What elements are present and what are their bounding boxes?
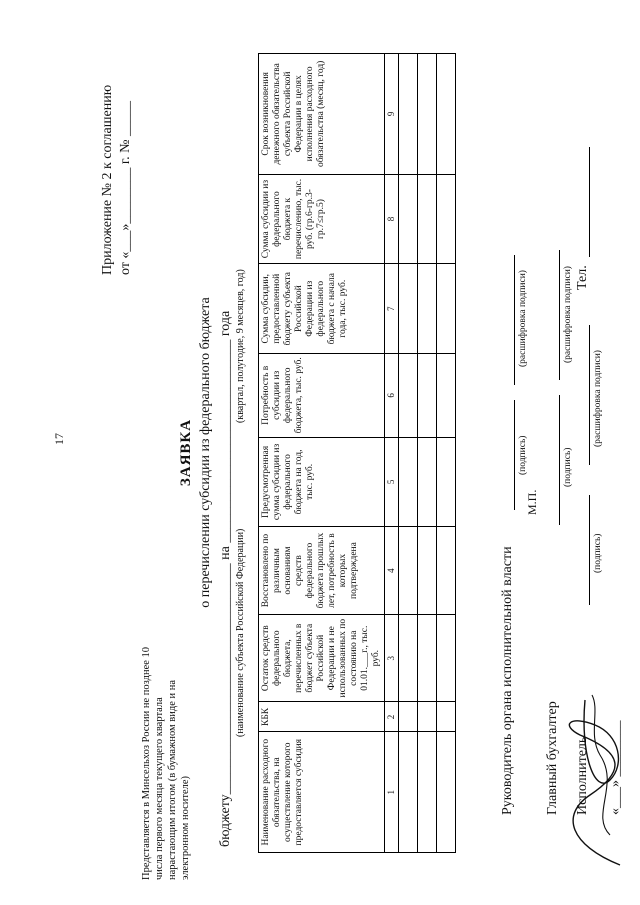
header-cell: КБК [259,702,385,732]
head-sign-line [514,400,515,510]
appendix-line-1: Приложение № 2 к соглашению [100,84,115,275]
subsidy-table [258,53,456,853]
phone-line [589,147,590,257]
header-cell: Предусмотренная сумма субсидии из федерального бюджета на год, тыс. руб. [259,437,385,527]
column-number-row [385,54,399,853]
column-number: 3 [385,614,399,702]
document-title: ЗАЯВКА [178,418,194,487]
head-decode-line [514,255,515,385]
column-number: 9 [385,54,399,175]
chief-sign-hint: (подпись) [563,447,573,487]
column-number: 6 [385,354,399,438]
header-cell: Сумма субсидии, предоставленной бюджету субъекта Российской Федерации из федерального бюджета с начала года, тыс. руб. [259,264,385,354]
phone-label: Тел. [575,265,590,290]
header-cell: Остаток средств федерального бюджета, перечисленных в бюджет субъекта Российской Федерации и не использованных по состоянию на 01.01.___г., тыс. руб. [259,614,385,702]
chief-decode-hint: (расшифровка подписи) [563,266,573,363]
caption-region: (наименование субъекта Российской Федерации) [235,528,246,737]
table-row [399,54,418,853]
executor-sign-line [589,495,590,605]
page-number: 17 [52,433,66,445]
caption-period: (квартал, полугодие, 9 месяцев, год) [235,269,246,423]
appendix-line-2: от «___»________ г. № _____ [118,101,133,275]
date-field: «___» ________ [608,720,623,815]
budget-line: бюджету_________________________________ на _____________________________ года [218,310,233,847]
column-number: 2 [385,702,399,732]
chief-decode-line [559,250,560,380]
head-sign-hint: (подпись) [518,435,528,475]
executor-sign-hint: (подпись) [593,533,603,573]
document-subtitle: о перечислении субсидии из федерального бюджета [198,297,213,608]
header-cell: Потребность в субсидии из федерального бюджета, тыс. руб. [259,354,385,438]
table-header-row [259,54,385,853]
executor-decode-line [589,325,590,465]
column-number: 4 [385,527,399,615]
head-label: Руководитель органа исполнительной власти [500,546,515,815]
executor-decode-hint: (расшифровка подписи) [593,350,603,447]
head-decode-hint: (расшифровка подписи) [518,270,528,367]
handwritten-signature [550,685,640,875]
table-row [437,54,456,853]
column-number: 1 [385,732,399,853]
submission-note: Представляется в Минсельхоз России не позднее 10 числа первого месяца текущего квартала нарастающим итогом (в бумажном виде и на электронном носителе) [141,646,191,880]
column-number: 8 [385,174,399,264]
chief-sign-line [559,395,560,525]
column-number: 7 [385,264,399,354]
executor-label: Исполнитель [575,736,590,815]
chief-accountant-label: Главный бухгалтер [545,701,560,815]
header-cell: Срок возникновения денежного обязательства субъекта Российской Федерации в целях исполнения расходного обязательства (месяц, год) [259,54,385,175]
header-cell: Наименование расходного обязательства, на осуществление которого предоставляется субсидия [259,732,385,853]
header-cell: Сумма субсидии из федерального бюджета к перечислению, тыс. руб. (гр.6-гр.3-гр.7≤гр.5) [259,174,385,264]
stamp-mark: М.П. [525,489,539,515]
header-cell: Восстановлено по различным основаниям средств федерального бюджета прошлых лет, потребность в которых подтверждена [259,527,385,615]
column-number: 5 [385,437,399,527]
table-row [418,54,437,853]
